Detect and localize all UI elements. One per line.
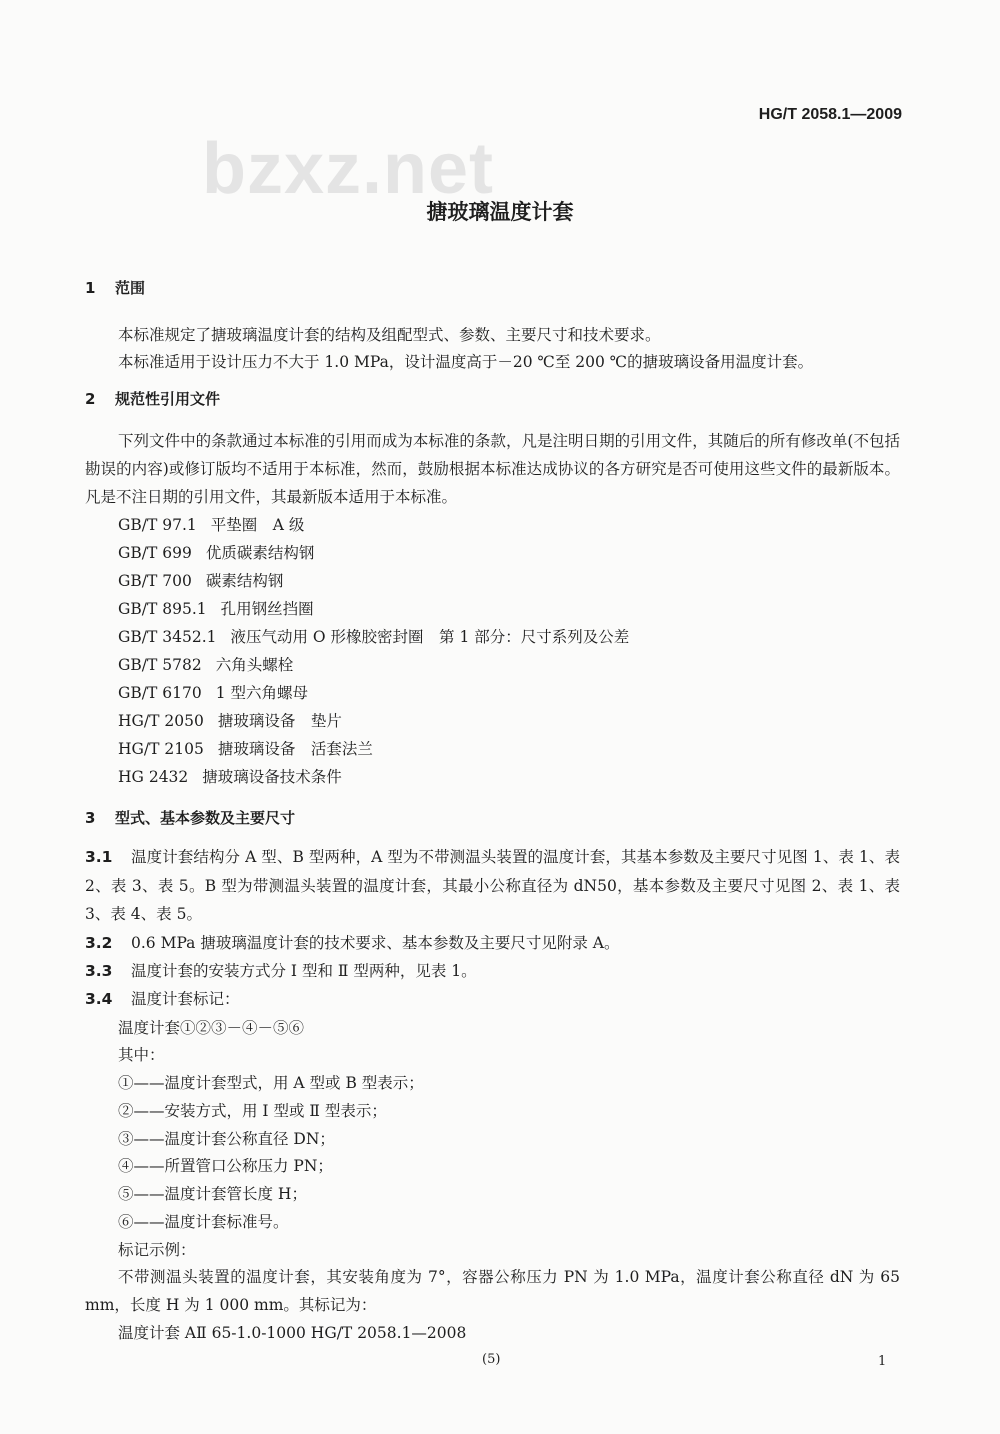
section-title: 规范性引用文件 xyxy=(115,390,221,408)
section-1-heading xyxy=(85,277,145,298)
reference-title: 1 型六角螺母 xyxy=(215,684,309,702)
page-title: 搪玻璃温度计套 xyxy=(426,200,574,224)
reference-title: 孔用钢丝挡圈 xyxy=(220,600,314,618)
reference-item xyxy=(118,597,314,619)
example-text: 不带测温头装置的温度计套，其安装角度为 7°，容器公称压力 PN 为 1.0 MPa，温度计套公称直径 dN 为 65 mm，长度 H 为 1 000 mm。其标记为： xyxy=(85,1268,900,1314)
section-title: 型式、基本参数及主要尺寸 xyxy=(115,809,296,827)
paragraph: 本标准规定了搪玻璃温度计套的结构及组配型式、参数、主要尺寸和技术要求。 xyxy=(118,326,661,344)
clause-text: 温度计套结构分 A 型、B 型两种，A 型为不带测温头装置的温度计套，其基本参数及主要尺寸见图 1、表 1、表 2、表 3、表 5。B 型为带测温头装置的温度计套，其最小公称直径为 dN50，基本参数及主要尺寸见图 2、表 1、表 3、表 4、表 5。 xyxy=(85,848,900,923)
clause-text: 温度计套标记： xyxy=(131,990,240,1008)
reference-item xyxy=(118,513,304,535)
reference-title: 液压气动用 O 形橡胶密封圈 第 1 部分：尺寸系列及公差 xyxy=(230,628,630,646)
clause-3-4 xyxy=(85,985,900,1014)
reference-title: 平垫圈 A 级 xyxy=(210,516,305,534)
reference-code: GB/T 3452.1 xyxy=(118,628,217,646)
watermark: bzxz.net xyxy=(202,129,495,209)
section-3-heading xyxy=(85,807,295,828)
clause-number: 3.3 xyxy=(85,962,113,980)
reference-item xyxy=(118,737,373,759)
marking-item: ⑤——温度计套管长度 H； xyxy=(118,1185,307,1204)
reference-item xyxy=(118,569,283,591)
reference-code: GB/T 97.1 xyxy=(118,516,197,534)
reference-item xyxy=(118,541,314,563)
clause-number: 3.1 xyxy=(85,848,113,866)
reference-title: 六角头螺栓 xyxy=(215,656,294,674)
marking-item: ①——温度计套型式，用 A 型或 B 型表示； xyxy=(118,1074,424,1092)
reference-item xyxy=(118,765,342,787)
where-label: 其中： xyxy=(118,1046,165,1064)
reference-code: GB/T 699 xyxy=(118,544,192,562)
reference-title: 搪玻璃设备 活套法兰 xyxy=(217,740,373,758)
marking-item: ④——所置管口公称压力 PN； xyxy=(118,1157,333,1176)
marking-item: ③——温度计套公称直径 DN； xyxy=(118,1129,335,1148)
reference-item xyxy=(118,653,293,675)
reference-code: GB/T 5782 xyxy=(118,656,202,674)
reference-code: HG 2432 xyxy=(118,768,189,786)
clause-3-2 xyxy=(85,929,900,958)
reference-title: 搪玻璃设备 垫片 xyxy=(217,712,342,730)
clause-text: 0.6 MPa 搪玻璃温度计套的技术要求、基本参数及主要尺寸见附录 A。 xyxy=(131,934,620,952)
paragraph: 本标准适用于设计压力不大于 1.0 MPa，设计温度高于－20 ℃至 200 ℃的搪玻璃设备用温度计套。 xyxy=(118,353,814,371)
section-2-heading xyxy=(85,388,220,409)
reference-code: GB/T 700 xyxy=(118,572,192,590)
reference-code: HG/T 2050 xyxy=(118,712,204,730)
reference-item xyxy=(118,681,308,703)
reference-title: 搪玻璃设备技术条件 xyxy=(202,768,342,786)
section-title: 范围 xyxy=(115,279,146,297)
marking-item: ⑥——温度计套标准号。 xyxy=(118,1213,289,1231)
clause-3-1 xyxy=(85,843,900,929)
marking-format: 温度计套①②③－④－⑤⑥ xyxy=(118,1019,305,1037)
marking-item: ②——安装方式，用 Ⅰ 型或 Ⅱ 型表示； xyxy=(118,1101,387,1120)
reference-code: GB/T 895.1 xyxy=(118,600,207,618)
clause-3-3 xyxy=(85,957,900,986)
example-label: 标记示例： xyxy=(118,1241,196,1259)
clause-number: 3.2 xyxy=(85,934,113,952)
footer-center: (5) xyxy=(482,1352,501,1367)
paragraph: 下列文件中的条款通过本标准的引用而成为本标准的条款，凡是注明日期的引用文件，其随后的所有修改单(不包括勘误的内容)或修订版均不适用于本标准，然而，鼓励根据本标准达成协议的各方研究是否可使用这些文件的最新版本。凡是不注日期的引用文件，其最新版本适用于本标准。 xyxy=(85,432,900,506)
reference-item xyxy=(118,709,342,731)
reference-code: GB/T 6170 xyxy=(118,684,202,702)
section-number: 1 xyxy=(85,279,96,297)
example-mark: 温度计套 AⅡ 65-1.0-1000 HG/T 2058.1—2008 xyxy=(118,1324,467,1342)
clause-number: 3.4 xyxy=(85,990,113,1008)
reference-code: HG/T 2105 xyxy=(118,740,204,758)
reference-title: 碳素结构钢 xyxy=(205,572,284,590)
section-number: 2 xyxy=(85,390,96,408)
reference-item xyxy=(118,625,629,647)
standard-number: HG/T 2058.1—2009 xyxy=(758,106,902,123)
reference-title: 优质碳素结构钢 xyxy=(205,544,315,562)
section-number: 3 xyxy=(85,809,96,827)
page-number: 1 xyxy=(878,1354,887,1369)
clause-text: 温度计套的安装方式分 Ⅰ 型和 Ⅱ 型两种，见表 1。 xyxy=(131,962,477,980)
